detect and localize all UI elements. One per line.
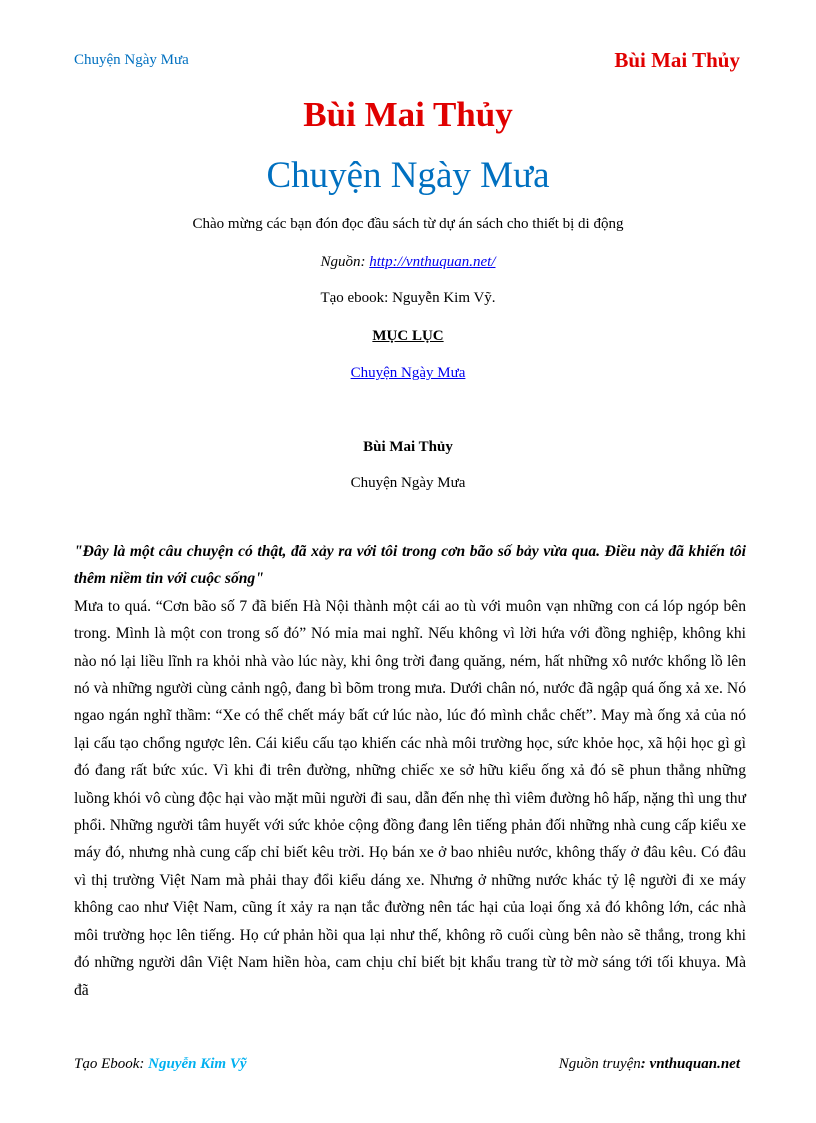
chapter-author: Bùi Mai Thủy — [363, 439, 453, 455]
ebook-creator: Tạo ebook: Nguyễn Kim Vỹ. — [320, 290, 496, 306]
header-book-title: Chuyện Ngày Mưa — [74, 52, 189, 68]
chapter-title: Chuyện Ngày Mưa — [350, 475, 466, 491]
footer-creator-label: Tạo Ebook — [74, 1056, 140, 1072]
cover-author: Bùi Mai Thủy — [303, 95, 513, 134]
footer-source — [559, 1056, 740, 1073]
welcome-text: Chào mừng các bạn đón đọc đầu sách từ dự án sách cho thiết bị di động — [192, 216, 624, 232]
chapter-paragraph: Mưa to quá. “Cơn bão số 7 đã biến Hà Nội thành một cái ao tù với muôn vạn những con cá lóp ngóp bên trong. Mình là một con trong số đó” Nó mỉa mai nghĩ. Nếu không vì lời hứa với đồng nghiệp, không khi nào nó lại liều lĩnh ra khỏi nhà vào lúc này, khi ông trời đang quăng, ném, hất những xô nước khổng lồ lên nó và những người cùng cảnh ngộ, đang bì bõm trong mưa. Dưới chân nó, nước đã ngập quá ống xả xe. Nó ngao ngán nghĩ thầm: “Xe có thể chết máy bất cứ lúc nào, lúc đó mình chắc chết”. May mà ống xả của nó lại cấu tạo chổng ngược lên. Cái kiểu cấu tạo khiến các nhà môi trường học, sức khỏe học, xã hội học gì gì đó đang rất bức xúc. Vì khi đi trên đường, những chiếc xe sở hữu kiểu ống xả đó sẽ phun thẳng những luồng khói vô cùng độc hại vào mặt mũi người đi sau, dẫn đến nhẹ thì viêm đường hô hấp, nặng thì ung thư phổi. Những người tâm huyết với sức khỏe cộng đồng đang lên tiếng phản đối những nhà cung cấp kiểu xe máy đó, nhưng nhà cung cấp chỉ biết kêu trời. Họ bán xe ở bao nhiêu nước, không thấy ở đâu kêu. Có đâu vì thị trường Việt Nam mà phải thay đổi kiểu dáng xe. Nhưng ở những nước khác tỷ lệ người đi xe máy không cao như Việt Nam, cũng ít xảy ra nạn tắc đường nên tác hại của loại ống xả đó không lớn, các nhà môi trường học lên tiếng. Họ cứ phản hồi qua lại như thế, không rõ cuối cùng bên nào sẽ thắng, trong khi đó những người dân Việt Nam hiền hòa, cam chịu chỉ biết bịt khẩu trang từ tờ mờ sáng tới tối khuya. Mà đã — [74, 597, 747, 999]
footer-source-sep: : — [640, 1056, 650, 1072]
footer-source-site: vnthuquan.net — [649, 1056, 740, 1072]
toc-heading: MỤC LỤC — [372, 328, 444, 344]
chapter-quote: "Đây là một câu chuyện có thật, đã xảy ra với tôi trong cơn bão số bảy vừa qua. Điều này đã khiến tôi thêm niềm tin với cuộc sống" — [74, 543, 746, 588]
footer-creator-sep: : — [139, 1056, 149, 1072]
chapter-body — [74, 538, 746, 1004]
footer-creator-name: Nguyễn Kim Vỹ — [148, 1056, 247, 1072]
source-line — [0, 254, 816, 271]
toc-item-link[interactable]: Chuyện Ngày Mưa — [350, 365, 466, 381]
source-link[interactable]: http://vnthuquan.net/ — [369, 254, 496, 270]
footer-source-label: Nguồn truyện — [558, 1056, 641, 1072]
source-label: Nguồn: — [320, 254, 370, 270]
cover-title: Chuyện Ngày Mưa — [266, 155, 550, 196]
footer-creator — [74, 1056, 247, 1073]
header-author: Bùi Mai Thủy — [614, 48, 740, 72]
